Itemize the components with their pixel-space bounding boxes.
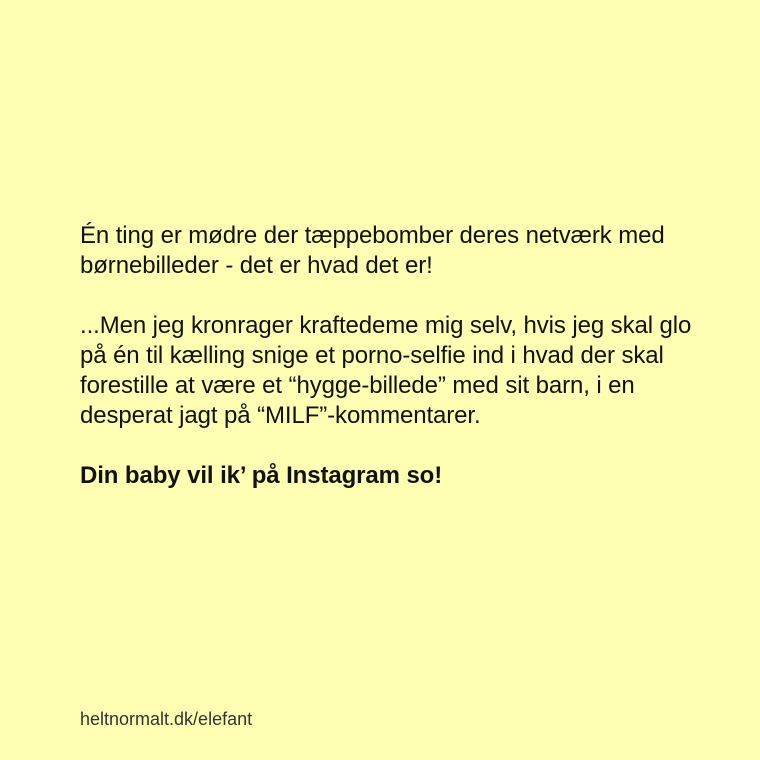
paragraph-intro: Én ting er mødre der tæppebomber deres netværk med børnebilleder - det er hvad det er!	[80, 222, 665, 279]
post-text	[80, 221, 700, 521]
paragraph-rant: ...Men jeg kronrager kraftedeme mig selv, hvis jeg skal glo på én til kælling snige et porno-selfie ind i hvad der skal forestille at være et “hygge-billede” med sit barn, i en desperat jagt på “MILF”-kommentarer.	[80, 312, 692, 429]
footer-url: heltnormalt.dk/elefant	[80, 709, 253, 729]
paragraph-punchline: Din baby vil ik’ på Instagram so!	[80, 462, 443, 489]
